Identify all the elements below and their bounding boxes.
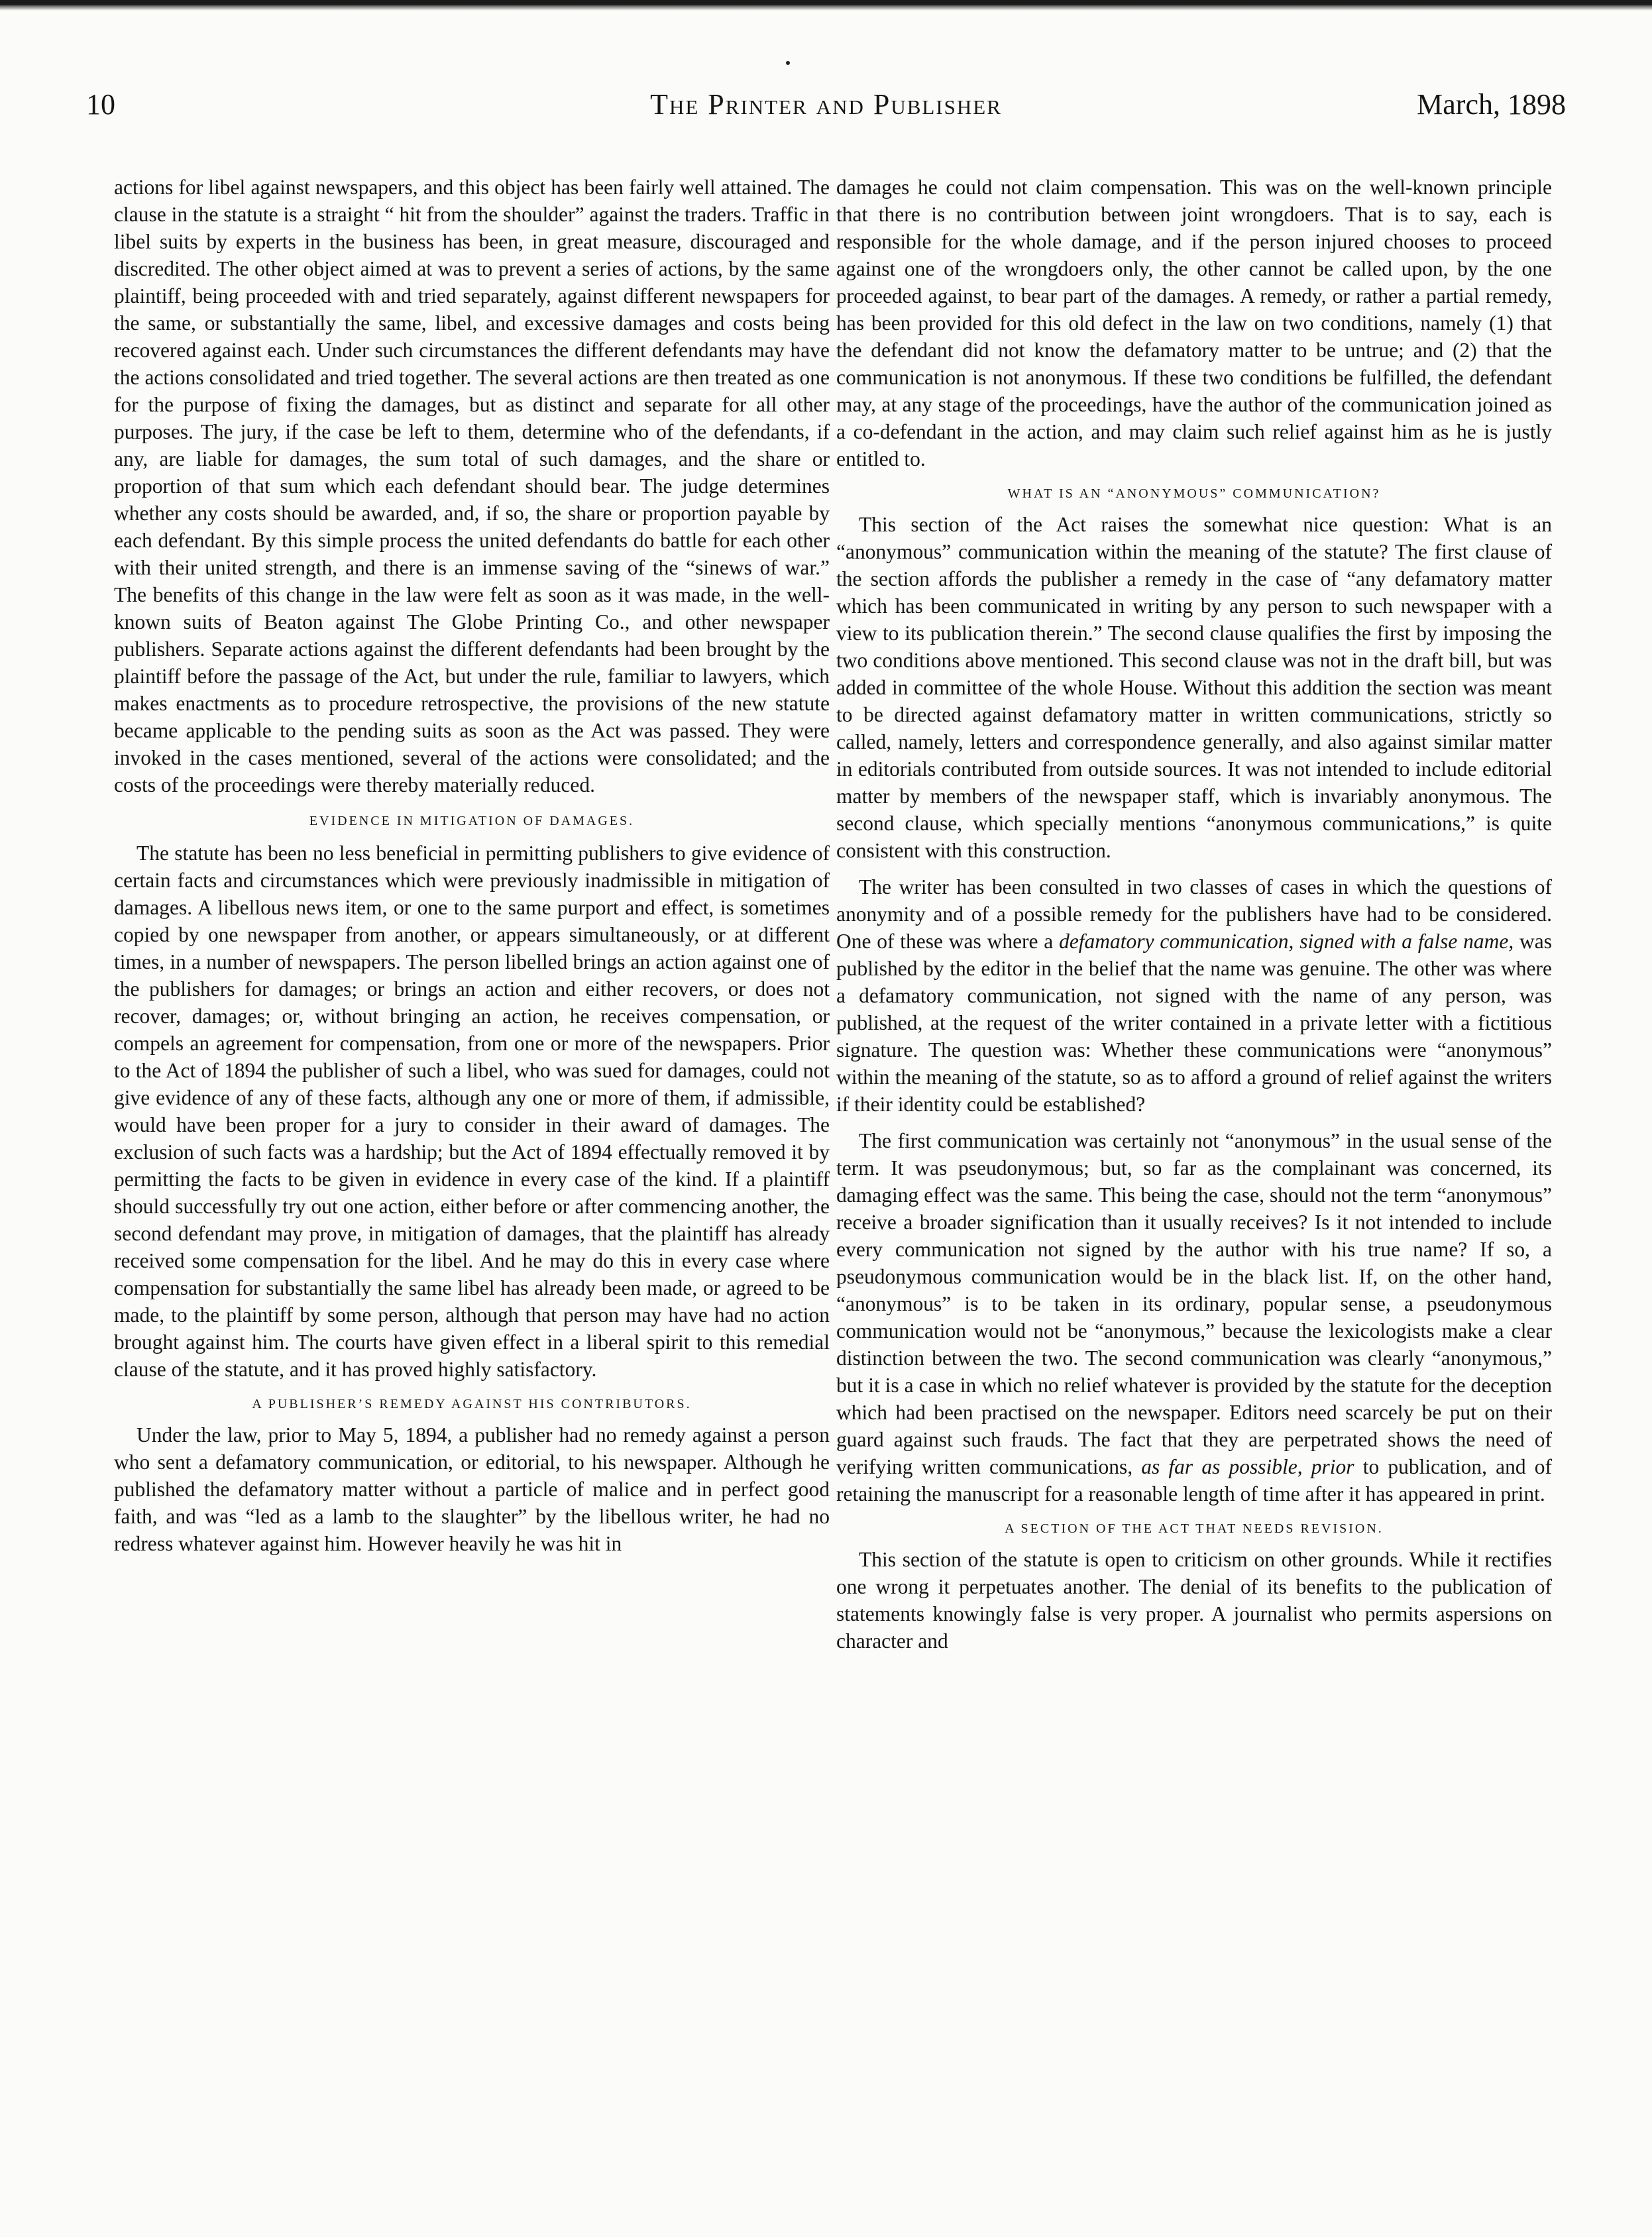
section-heading-publisher-remedy: A PUBLISHER’S REMEDY AGAINST HIS CONTRIBUTORS. xyxy=(252,1397,692,1411)
ink-speck xyxy=(786,61,790,65)
paragraph: This section of the Act raises the somewhat nice question: What is an “anonymous” communication within the meaning of the statute? The first clause of the section affords the publisher a remedy in the case of “any defamatory matter which has been communicated in writing by any person to such newspaper with a view to its publication therein.” The second clause qualifies the first by imposing the two conditions above mentioned. This second clause was not in the draft bill, but was added in committee of the whole House. Without this addition the section was meant to be directed against defamatory matter in written communications, strictly so called, namely, letters and correspondence generally, and also against similar matter in editorials contributed from outside sources. It was not intended to include editorial matter by members of the newspaper staff, which is invariably anonymous. The second clause, which specially mentions “anonymous communications,” is quite consistent with this construction. xyxy=(836,513,1552,862)
section-heading-anonymous-communication: WHAT IS AN “ANONYMOUS” COMMUNICATION? xyxy=(1007,486,1381,501)
left-column xyxy=(114,174,830,1557)
paragraph: Under the law, prior to May 5, 1894, a publisher had no remedy against a person who sent a defamatory communication, or editorial, to his newspaper. Although he published the defamatory matter without a particle of malice and in perfect good faith, and was “led as a lamb to the slaughter” by the libellous writer, he had no redress whatever against him. However heavily he was hit in xyxy=(114,1423,830,1555)
text-run: The writer has been consulted in two classes of cases in which the questions of anonymity and of a possible remedy for the publishers have had to be considered. One of these was where a xyxy=(836,875,1552,953)
page-header xyxy=(86,87,1566,134)
italic-phrase: defamatory communication, signed with a false name, xyxy=(1059,930,1514,953)
italic-phrase: as far as possible, prior xyxy=(1141,1455,1354,1478)
issue-date: March, 1898 xyxy=(1417,88,1566,121)
top-border-rule xyxy=(0,0,1652,11)
page-number: 10 xyxy=(86,88,115,121)
section-heading-revision: A SECTION OF THE ACT THAT NEEDS REVISION. xyxy=(1005,1521,1384,1536)
paragraph: actions for libel against newspapers, and this object has been fairly well attained. The clause in the statute is a straight “ hit from the shoulder” against the traders. Traffic in libel suits by experts in the business has been, in great measure, discouraged and discredited. The other object aimed at was to prevent a series of actions, by the same plaintiff, being proceeded with and tried separately, against different newspapers for the same, or substantially the same, libel, and excessive damages and costs being recovered against each. Under such circumstances the different defendants may have the actions consolidated and tried together. The several actions are then treated as one for the purpose of fixing the damages, but as distinct and separate for all other purposes. The jury, if the case be left to them, determine who of the defendants, if any, are liable for damages, the sum total of such damages, and the share or proportion of that sum which each defendant should bear. The judge determines whether any costs should be awarded, and, if so, the share or proportion payable by each defendant. By this simple process the united defendants do battle for each other with their united strength, and there is an immense saving of the “sinews of war.” The benefits of this change in the law were felt as soon as it was made, in the well-known suits of Beaton against The Globe Printing Co., and other newspaper publishers. Separate actions against the different defendants had been brought by the plaintiff before the passage of the Act, but under the rule, familiar to lawyers, which makes enactments as to procedure retrospective, the provisions of the new statute became applicable to the pending suits as soon as the Act was passed. They were invoked in the cases mentioned, several of the actions were consolidated; and the costs of the proceedings were thereby materially reduced. xyxy=(114,176,830,796)
paragraph: damages he could not claim compensation. This was on the well-known principle that there is no contribution between joint wrongdoers. That is to say, each is responsible for the whole damage, and if the person injured chooses to proceed against one of the wrongdoers only, the other cannot be called upon, by the one proceeded against, to bear part of the damages. A remedy, or rather a partial remedy, has been provided for this old defect in the law on two conditions, namely (1) that the defendant did not know the defamatory matter to be untrue; and (2) that the communication is not anonymous. If these two conditions be fulfilled, the defendant may, at any stage of the proceedings, have the author of the communication joined as a co-defendant in the action, and may claim such relief against him as he is justly entitled to. xyxy=(836,176,1552,470)
text-run: was published by the editor in the belief that the name was genuine. The other was where a defamatory communication, not signed with the name of any person, was published, at the request of the writer contained in a private letter with a fictitious signature. The question was: Whether these communications were “anonymous” within the meaning of the statute, so as to afford a ground of relief against the writers if their identity could be established? xyxy=(836,930,1552,1116)
section-heading-evidence: EVIDENCE IN MITIGATION OF DAMAGES. xyxy=(309,814,635,828)
right-column xyxy=(836,174,1552,1655)
text-run: to publication, and of retaining the manuscript for a reasonable length of time after it has appeared in print. xyxy=(836,1455,1552,1505)
running-title: The Printer and Publisher xyxy=(650,88,1002,121)
paragraph xyxy=(836,873,1552,1118)
text-run: The first communication was certainly not “anonymous” in the usual sense of the term. It was pseudonymous; but, so far as the complainant was concerned, its damaging effect was the same. This being the case, should not the term “anonymous” receive a broader signification than it usually receives? Is it not intended to include every communication not signed by the author with his true name? If so, a pseudonymous communication would be in the black list. If, on the other hand, “anonymous” is to be taken in its ordinary, popular sense, a pseudonymous communication would not be “anonymous,” because the lexicologists make a clear distinction between the two. The second communication was clearly “anonymous,” but it is a case in which no relief whatever is provided by the statute for the deception which had been practised on the newspaper. Editors need scarcely be put on their guard against such frauds. The fact that they are perpetrated shows the need of verifying written communications, xyxy=(836,1129,1552,1478)
paragraph xyxy=(836,1127,1552,1507)
paragraph: This section of the statute is open to criticism on other grounds. While it rectifies one wrong it perpetuates another. The denial of its benefits to the publication of statements knowingly false is very proper. A journalist who permits aspersions on character and xyxy=(836,1548,1552,1653)
paragraph: The statute has been no less beneficial in permitting publishers to give evidence of certain facts and circumstances which were previously inadmissible in mitigation of damages. A libellous news item, or one to the same purport and effect, is sometimes copied by one newspaper from another, or appears simultaneously, or at different times, in a number of newspapers. The person libelled brings an action against one of the publishers for damages; or brings an action and either recovers, or does not recover, damages; or, without bringing an action, he receives compensation, or compels an agreement for compensation, from one or more of the newspapers. Prior to the Act of 1894 the publisher of such a libel, who was sued for damages, could not give evidence of any of these facts, although any one or more of them, if admissible, would have been proper for a jury to consider in their award of damages. The exclusion of such facts was a hardship; but the Act of 1894 effectually removed it by permitting the facts to be given in evidence in every case of the kind. If a plaintiff should successfully try out one action, either before or after commencing another, the second defendant may prove, in mitigation of damages, that the plaintiff has already received some compensation for the libel. And he may do this in every case where compensation for substantially the same libel has already been made, or agreed to be made, to the plaintiff by some person, although that person may have had no action brought against him. The courts have given effect in a liberal spirit to this remedial clause of the statute, and it has proved highly satisfactory. xyxy=(114,842,830,1381)
